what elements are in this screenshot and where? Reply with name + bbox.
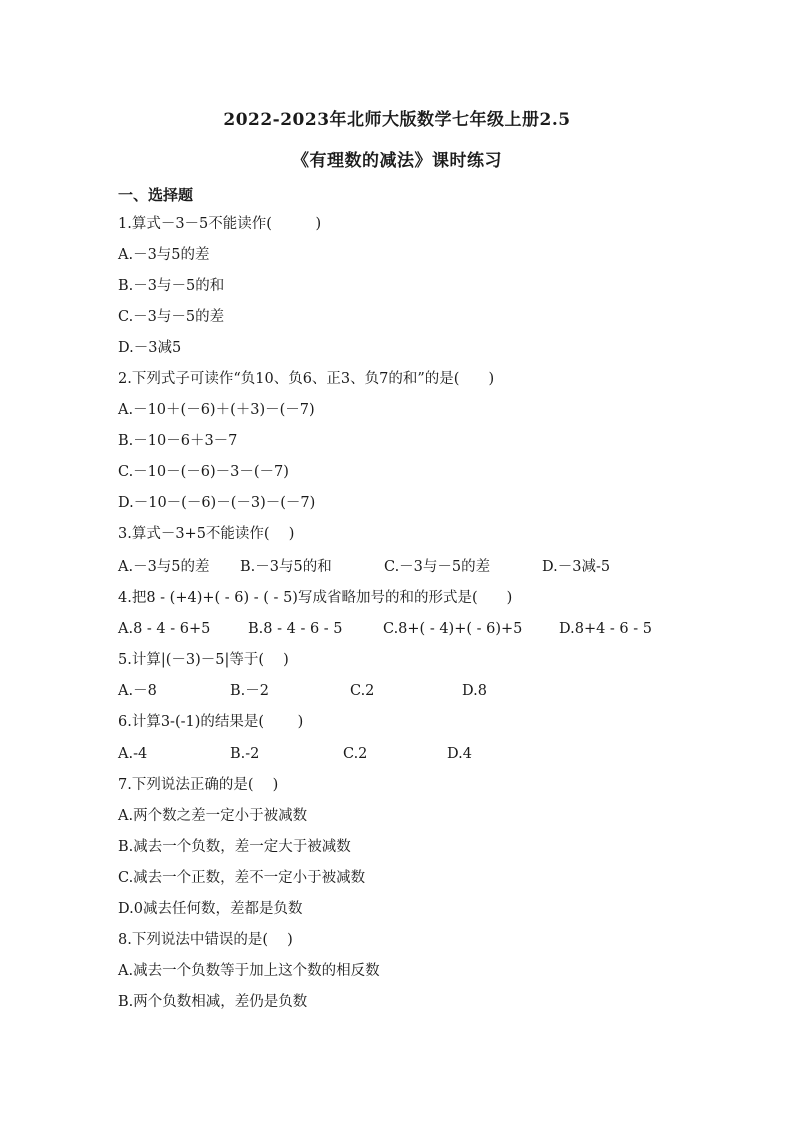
question-4-option-b: B.8 - 4 - 6 - 5 (248, 621, 343, 637)
question-3-option-a: A.－3与5的差 (118, 559, 210, 575)
question-3-stem: 3.算式－3+5不能读作( ) (118, 526, 295, 542)
question-6-option-a: A.-4 (118, 746, 148, 762)
question-6-option-c: C.2 (343, 746, 368, 762)
question-6-option-d: D.4 (447, 746, 472, 762)
question-5-stem: 5.计算|(－3)－5|等于( ) (118, 652, 289, 668)
question-7-stem: 7.下列说法正确的是( ) (118, 777, 279, 793)
question-2-stem: 2.下列式子可读作“负10、负6、正3、负7的和”的是( ) (118, 371, 495, 387)
question-7-option-d: D.0减去任何数，差都是负数 (118, 901, 303, 917)
question-2-option-c: C.－10－(－6)－3－(－7) (118, 464, 289, 480)
question-4-stem: 4.把8 - (+4)+( - 6) - ( - 5)写成省略加号的和的形式是( ) (118, 590, 513, 606)
question-7-option-b: B.减去一个负数，差一定大于被减数 (118, 839, 351, 855)
question-5-option-a: A.－8 (118, 683, 157, 699)
title-line-2: 《有理数的减法》课时练习 (292, 151, 502, 171)
question-2-option-b: B.－10－6＋3－7 (118, 433, 238, 449)
question-3-option-d: D.－3减-5 (542, 559, 611, 575)
question-6-stem: 6.计算3-(-1)的结果是( ) (118, 714, 304, 730)
question-1-option-c: C.－3与－5的差 (118, 309, 225, 325)
title-line-1: 2022-2023年北师大版数学七年级上册2.5 (223, 110, 571, 130)
question-2-option-a: A.－10＋(－6)＋(＋3)－(－7) (118, 402, 315, 418)
question-8-stem: 8.下列说法中错误的是( ) (118, 932, 293, 948)
question-5-option-d: D.8 (462, 683, 487, 699)
question-1-option-d: D.－3减5 (118, 340, 182, 356)
question-4-option-a: A.8 - 4 - 6+5 (118, 621, 211, 637)
question-1-stem: 1.算式－3－5不能读作( ) (118, 216, 322, 232)
question-4-option-d: D.8+4 - 6 - 5 (559, 621, 653, 637)
question-1-option-a: A.－3与5的差 (118, 247, 210, 263)
question-2-option-d: D.－10－(－6)－(－3)－(－7) (118, 495, 316, 511)
question-5-option-b: B.－2 (230, 683, 269, 699)
question-3-option-b: B.－3与5的和 (240, 559, 332, 575)
question-3-option-c: C.－3与－5的差 (384, 559, 491, 575)
question-8-option-a: A.减去一个负数等于加上这个数的相反数 (118, 963, 380, 979)
question-4-option-c: C.8+( - 4)+( - 6)+5 (383, 621, 523, 637)
question-6-option-b: B.-2 (230, 746, 260, 762)
question-7-option-a: A.两个数之差一定小于被减数 (118, 808, 308, 824)
question-8-option-b: B.两个负数相减，差仍是负数 (118, 994, 308, 1010)
question-7-option-c: C.减去一个正数，差不一定小于被减数 (118, 870, 366, 886)
question-1-option-b: B.－3与－5的和 (118, 278, 225, 294)
question-5-option-c: C.2 (350, 683, 375, 699)
section-heading: 一、选择题 (118, 186, 194, 204)
